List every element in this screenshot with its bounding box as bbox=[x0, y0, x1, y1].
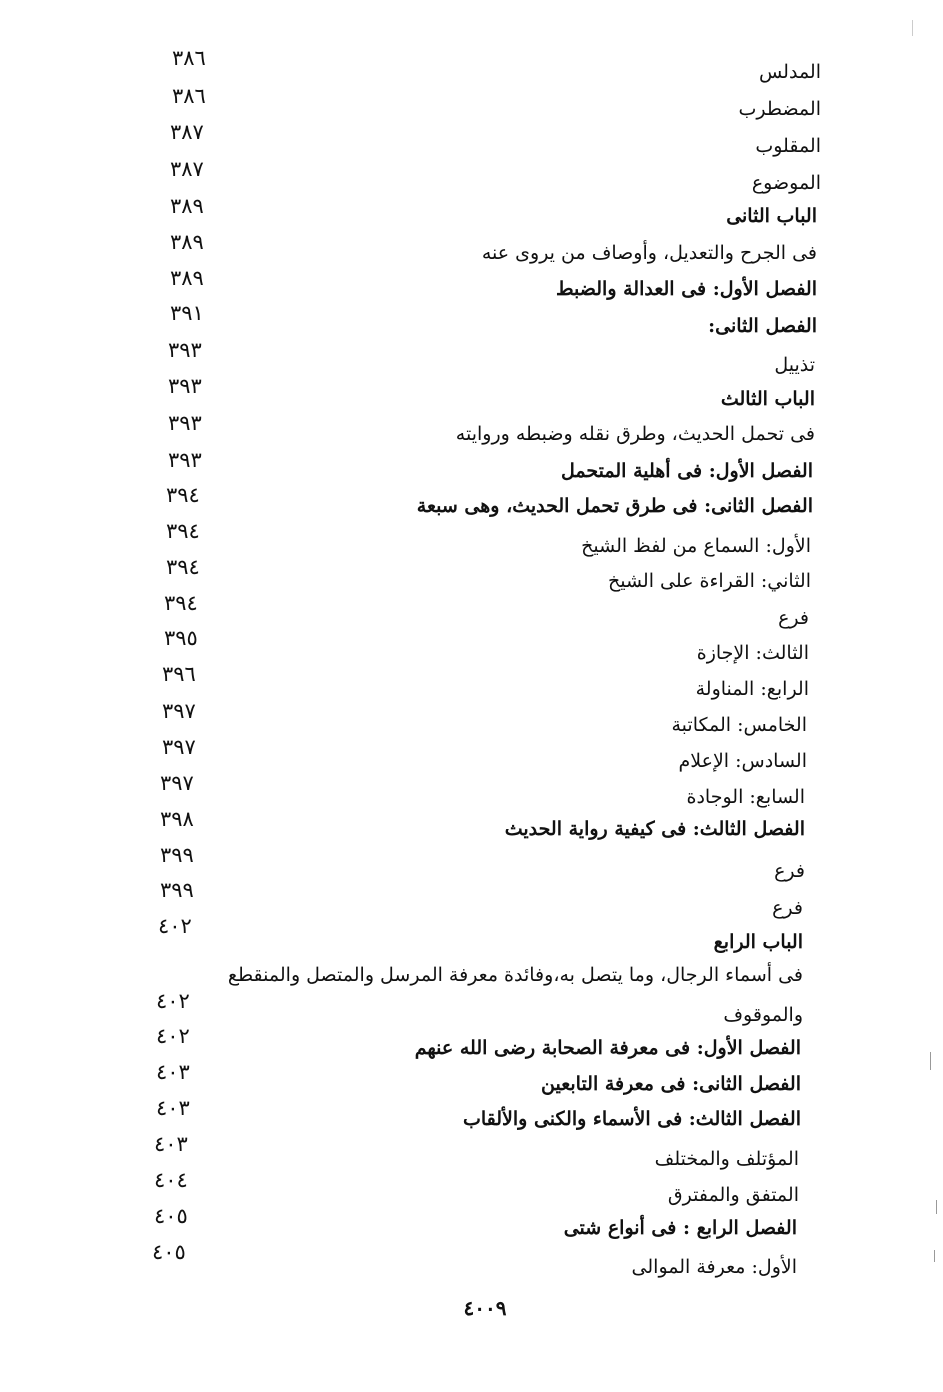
toc-entry: فرع bbox=[774, 860, 805, 882]
toc-entry: فرع bbox=[778, 607, 809, 629]
toc-entry: المضطرب bbox=[738, 98, 821, 120]
toc-heading: الباب الثانى bbox=[726, 205, 817, 227]
toc-page-number: ٣٩٧ bbox=[162, 699, 196, 723]
toc-page-number: ٤٠٢ bbox=[158, 914, 192, 938]
toc-heading: الفصل الأول: فى العدالة والضبط bbox=[556, 278, 817, 300]
toc-entry: الأول: معرفة الموالى bbox=[631, 1256, 797, 1278]
toc-entry: المؤتلف والمختلف bbox=[654, 1148, 799, 1170]
page-folio: ٤٠٠٩ bbox=[463, 1296, 507, 1320]
toc-page-number: ٣٨٩ bbox=[170, 194, 204, 218]
toc-entry: فى أسماء الرجال، وما يتصل به،وفائدة معرفة المرسل والمتصل والمنقطع bbox=[227, 964, 803, 986]
toc-page-number: ٣٩٧ bbox=[160, 771, 194, 795]
toc-entry: الثالث: الإجازة bbox=[696, 642, 809, 664]
toc-entry: الثاني: القراءة على الشيخ bbox=[607, 570, 811, 592]
toc-entry: الأول: السماع من لفظ الشيخ bbox=[581, 535, 811, 557]
toc-page-number: ٣٩٩ bbox=[160, 843, 194, 867]
toc-page-number: ٣٩٧ bbox=[162, 735, 196, 759]
toc-entry: الرابع: المناولة bbox=[695, 678, 809, 700]
toc-page-number: ٣٩١ bbox=[170, 301, 204, 325]
toc-page-number: ٣٩٨ bbox=[160, 807, 194, 831]
toc-heading: الفصل الثانى: فى طرق تحمل الحديث، وهى سبعة bbox=[416, 495, 813, 517]
toc-page-number: ٣٩٣ bbox=[168, 448, 202, 472]
toc-page-number: ٤٠٤ bbox=[154, 1168, 188, 1192]
toc-heading: الفصل الثانى: فى معرفة التابعين bbox=[541, 1073, 801, 1095]
toc-page-number: ٣٩٤ bbox=[164, 591, 198, 615]
toc-page-number: ٣٩٣ bbox=[168, 374, 202, 398]
toc-page-number: ٣٨٩ bbox=[170, 230, 204, 254]
scan-artifact bbox=[930, 1052, 931, 1070]
toc-heading: الباب الثالث bbox=[720, 388, 815, 410]
toc-page-number: ٣٨٧ bbox=[170, 157, 204, 181]
toc-page-number: ٣٩٣ bbox=[168, 338, 202, 362]
scan-artifact bbox=[912, 20, 913, 36]
toc-page-number: ٤٠٣ bbox=[156, 1096, 190, 1120]
toc-page-number: ٣٨٩ bbox=[170, 266, 204, 290]
toc-page-number: ٤٠٣ bbox=[156, 1060, 190, 1084]
toc-entry: فى تحمل الحديث، وطرق نقله وضبطه وروايته bbox=[455, 423, 815, 445]
toc-entry: فى الجرح والتعديل، وأوصاف من يروى عنه bbox=[481, 242, 817, 264]
toc-page-number: ٣٨٧ bbox=[170, 120, 204, 144]
toc-page-number: ٤٠٥ bbox=[154, 1204, 188, 1228]
toc-page-number: ٤٠٣ bbox=[154, 1132, 188, 1156]
scan-artifact bbox=[934, 1250, 935, 1262]
toc-entry: المدلس bbox=[758, 61, 821, 83]
toc-page-number: ٣٩٤ bbox=[166, 519, 200, 543]
toc-page-number: ٣٩٤ bbox=[166, 555, 200, 579]
toc-page-number: ٣٨٦ bbox=[172, 46, 206, 70]
toc-entry: المتفق والمفترق bbox=[667, 1184, 799, 1206]
scan-artifact bbox=[936, 1200, 937, 1214]
toc-entry: الخامس: المكاتبة bbox=[671, 714, 807, 736]
toc-page-number: ٣٩٤ bbox=[166, 483, 200, 507]
toc-page-number: ٣٩٣ bbox=[168, 411, 202, 435]
toc-page-number: ٣٩٦ bbox=[162, 662, 196, 686]
toc-page-number: ٤٠٢ bbox=[156, 989, 190, 1013]
toc-heading: الفصل الثالث: فى الأسماء والكنى والألقاب bbox=[462, 1108, 801, 1130]
toc-heading: الفصل الثالث: فى كيفية رواية الحديث bbox=[504, 818, 805, 840]
toc-entry: السابع: الوجادة bbox=[686, 786, 805, 808]
toc-heading: الفصل الأول: فى أهلية المتحمل bbox=[561, 460, 813, 482]
toc-page-number: ٣٩٥ bbox=[164, 626, 198, 650]
toc-entry: تذييل bbox=[774, 354, 815, 376]
toc-entry: الموضوع bbox=[751, 172, 821, 194]
toc-entry: المقلوب bbox=[755, 135, 821, 157]
toc-entry: والموقوف bbox=[723, 1004, 803, 1026]
toc-entry: السادس: الإعلام bbox=[678, 750, 807, 772]
toc-page-number: ٤٠٢ bbox=[156, 1024, 190, 1048]
toc-page-number: ٣٩٩ bbox=[160, 878, 194, 902]
toc-page-number: ٣٨٦ bbox=[172, 84, 206, 108]
toc-heading: الفصل الثانى: bbox=[708, 315, 817, 337]
toc-page-number: ٤٠٥ bbox=[152, 1240, 186, 1264]
toc-entry: فرع bbox=[772, 897, 803, 919]
toc-heading: الباب الرابع bbox=[713, 931, 803, 953]
toc-heading: الفصل الرابع : فى أنواع شتى bbox=[563, 1217, 797, 1239]
toc-heading: الفصل الأول: فى معرفة الصحابة رضى الله عنهم bbox=[414, 1037, 801, 1059]
